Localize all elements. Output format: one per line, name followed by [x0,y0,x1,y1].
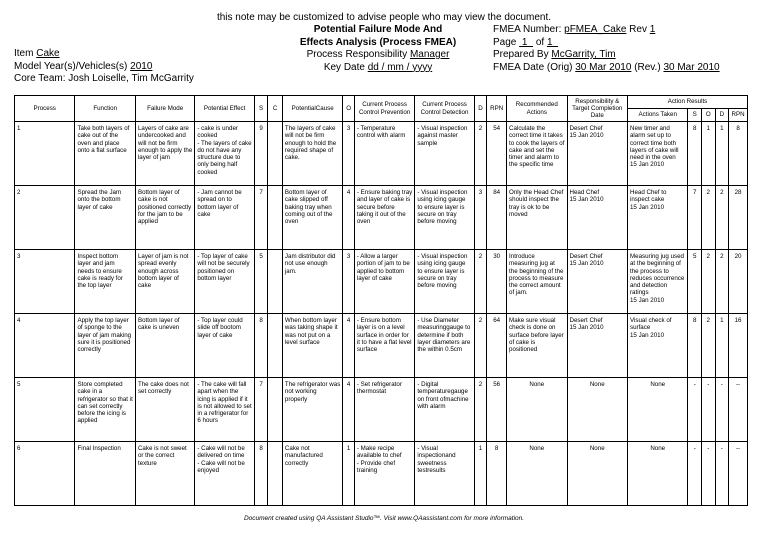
table-row [15,250,748,314]
header-d: D [474,96,487,122]
prepared-by-line: Prepared By McGarrity, Tim [493,49,616,60]
cell-prevention: - Set refrigerator thermostat [354,378,414,442]
cell-cause: The layers of cake will not be firm enough to hold the required shape of cake. [282,122,342,186]
cell-cause: Bottom layer of cake slipped off baking tray when coming out of the oven [282,186,342,250]
header-control-detection: Current Process Control Detection [415,96,474,122]
cell-result-s: 8 [688,122,702,186]
cell-recommended: Make sure visual check is done on surface before layer of cake is positioned [507,314,567,378]
cell-d: 3 [474,186,487,250]
cell-failure-mode: The cake does not set correctly [135,378,194,442]
cell-prevention: - Temperature control with alarm [354,122,414,186]
table-row [15,442,748,506]
process-responsibility-value: Manager [409,49,450,60]
cell-function: Store completed cake in a refrigerator so that it can set correctly before the icing is applied [75,378,135,442]
cell-process: 2 [15,186,75,250]
cell-result-o: 2 [702,314,716,378]
key-date-value: dd / mm / yyyy [367,61,433,73]
page-value: 1 [521,36,528,48]
fmea-date-orig: 30 Mar 2010 [575,61,632,73]
cell-actions-taken: Measuring jug used at the beginning of the process to reduces occurrence and detection ratings 15 Jan 2010 [627,250,687,314]
cell-failure-mode: Layer of jam is not spread evenly enough across bottom layer of cake [135,250,194,314]
cell-result-o: 1 [702,122,716,186]
cell-responsibility: Desert Chef 15 Jan 2010 [567,314,627,378]
title-line-1: Potential Failure Mode And [313,24,443,35]
cell-o: 3 [343,250,354,314]
cell-function: Take both layers of cake out of the oven and place onto a flat surface [75,122,135,186]
cell-result-rpn: 20 [729,250,748,314]
header-control-prevention: Current Process Control Prevention [354,96,414,122]
cell-recommended: Only the Head Chef should inspect the tray is ok to be moved [507,186,567,250]
document-title [283,24,473,74]
cell-result-d: - [715,378,729,442]
cell-actions-taken: Head Chef to inspect cake 15 Jan 2010 [627,186,687,250]
fmea-number-line: FMEA Number: pFMEA_Cake Rev 1 [493,24,656,35]
cell-cause: Jam distributor did not use enough jam. [282,250,342,314]
process-responsibility: Process Responsibility Manager [306,49,450,60]
cell-result-o: - [702,378,716,442]
cell-d: 1 [474,442,487,506]
cell-s: 7 [254,186,268,250]
cell-c [268,186,283,250]
cell-result-rpn: -- [729,378,748,442]
header-function: Function [75,96,135,122]
cell-prevention: - Allow a larger portion of jam to be applied to bottom layer of cake [354,250,414,314]
cell-actions-taken: New timer and alarm set up to correct time both layers of cake will need in the oven 15 Jan 2010 [627,122,687,186]
cell-rpn: 54 [487,122,507,186]
cell-rpn: 64 [487,314,507,378]
rev-value: 1 [649,24,656,35]
cell-result-s: - [688,442,702,506]
cell-detection: - Use Diameter measuringgauge to determine if both layer diameters are the within 0.5cm [415,314,474,378]
title-line-2: Effects Analysis (Process FMEA) [299,36,457,48]
cell-c [268,378,283,442]
header-potential-cause: PotentialCause [282,96,342,122]
cell-rpn: 84 [487,186,507,250]
cell-actions-taken: None [627,378,687,442]
cell-o: 3 [343,122,354,186]
cell-result-o: 2 [702,250,716,314]
cell-rpn: 8 [487,442,507,506]
cell-s: 9 [254,122,268,186]
header-c: C [268,96,283,122]
cell-responsibility: None [567,378,627,442]
cell-c [268,122,283,186]
cell-result-rpn: 16 [729,314,748,378]
of-value: 1 [546,36,553,48]
cell-actions-taken: Visual check of surface 15 Jan 2010 [627,314,687,378]
header-rpn: RPN [487,96,507,122]
cell-responsibility: Desert Chef 15 Jan 2010 [567,250,627,314]
cell-effect: - cake is under cooked - The layers of cake do not have any structure due to only being half cooked [195,122,254,186]
cell-result-o: 2 [702,186,716,250]
cell-recommended: None [507,378,567,442]
model-line: Model Year(s)/Vehicles(s) 2010 [14,60,153,72]
cell-effect: - The cake will fall apart when the icing is applied if it is not allowed to set in a refrigerator for 6 hours [195,378,254,442]
fmea-date-rev: 30 Mar 2010 [663,61,720,73]
cell-result-s: 7 [688,186,702,250]
cell-failure-mode: Layers of cake are undercooked and will not be firm enough to apply the layer of jam [135,122,194,186]
cell-o: 4 [343,378,354,442]
cell-process: 1 [15,122,75,186]
item-info [14,48,194,86]
header-result-o: O [702,109,716,122]
cell-function: Inspect bottom layer and jam needs to ensure cake is ready for the top layer [75,250,135,314]
page-line: Page 1 of 1 [493,37,720,50]
cell-o: 4 [343,186,354,250]
cell-result-rpn: -- [729,442,748,506]
cell-effect: - Cake will not be delivered on time - Cake will not be enjoyed [195,442,254,506]
core-team: Core Team: Josh Loiselle, Tim McGarrity [14,73,194,84]
header-note: this note may be customized to advise people who may view the document. [216,12,552,23]
fmea-number-value: pFMEA_Cake [564,24,627,35]
cell-responsibility: Desert Chef 15 Jan 2010 [567,122,627,186]
cell-effect: - Jam cannot be spread on to bottom layer of cake [195,186,254,250]
header-potential-effect: Potential Effect [195,96,254,122]
cell-o: 1 [343,442,354,506]
cell-d: 2 [474,250,487,314]
cell-d: 2 [474,378,487,442]
cell-s: 7 [254,378,268,442]
cell-cause: Cake not manufactured correctly [282,442,342,506]
cell-function: Spread the Jam onto the bottom layer of cake [75,186,135,250]
model-value: 2010 [130,60,153,72]
table-row [15,378,748,442]
cell-result-s: - [688,378,702,442]
item-value: Cake [36,48,60,59]
header-result-rpn: RPN [729,109,748,122]
cell-s: 5 [254,250,268,314]
table-row [15,122,748,186]
cell-function: Apply the top layer of sponge to the layer of jam making sure it is positioned correctly [75,314,135,378]
cell-recommended: Calculate the correct time it takes to cook the layers of cake and set the timer and alarm to the specific time [507,122,567,186]
cell-process: 6 [15,442,75,506]
item-line: Item Cake [14,48,60,59]
cell-failure-mode: Bottom layer of cake is uneven [135,314,194,378]
header-action-results: Action Results [627,96,747,109]
cell-cause: The refrigerator was not working properly [282,378,342,442]
cell-c [268,442,283,506]
cell-result-d: 2 [715,250,729,314]
fmea-meta [493,24,720,74]
table-row [15,314,748,378]
cell-responsibility: Head Chef 15 Jan 2010 [567,186,627,250]
cell-detection: - Visual inspection against master sample [415,122,474,186]
cell-c [268,250,283,314]
header-failure-mode: Failure Mode [135,96,194,122]
cell-detection: - Visual inspectionand sweetness testresults [415,442,474,506]
cell-c [268,314,283,378]
cell-result-rpn: 28 [729,186,748,250]
key-date: Key Date dd / mm / yyyy [323,61,433,73]
header-result-s: S [688,109,702,122]
cell-prevention: - Make recipe available to chef - Provide chef training [354,442,414,506]
cell-effect: - Top layer of cake will not be securely positioned on bottom layer [195,250,254,314]
cell-detection: - Visual inspection using icing gauge to ensure layer is secure on tray before moving [415,186,474,250]
header-process: Process [15,96,75,122]
cell-result-d: 1 [715,122,729,186]
cell-detection: - Digital temperaturegauge on front ofmachine with alarm [415,378,474,442]
cell-prevention: - Ensure bottom layer is on a level surface in order for it to have a flat level surface [354,314,414,378]
cell-prevention: - Ensure baking tray and layer of cake is secure before taking it out of the oven [354,186,414,250]
cell-result-rpn: 8 [729,122,748,186]
cell-d: 2 [474,314,487,378]
cell-actions-taken: None [627,442,687,506]
header-s: S [254,96,268,122]
cell-responsibility: None [567,442,627,506]
header-o: O [343,96,354,122]
fmea-date-line: FMEA Date (Orig) 30 Mar 2010 (Rev.) 30 Mar 2010 [493,61,720,73]
cell-function: Final Inspection [75,442,135,506]
header-result-d: D [715,109,729,122]
cell-result-d: 1 [715,314,729,378]
cell-result-d: - [715,442,729,506]
header-responsibility: Responsibility & Target Completion Date [567,96,627,122]
cell-s: 8 [254,442,268,506]
cell-rpn: 56 [487,378,507,442]
header-row [15,96,748,109]
header-actions-taken: Actions Taken [627,109,687,122]
cell-s: 8 [254,314,268,378]
cell-o: 4 [343,314,354,378]
cell-process: 3 [15,250,75,314]
prepared-by-value: McGarrity, Tim [551,49,616,60]
header-recommended-actions: Recommended Actions [507,96,567,122]
footer-note: Document created using QA Assistant Studio™. Visit www.QAassistant.com for more information. [243,515,525,522]
cell-failure-mode: Cake is not sweet or the correct texture [135,442,194,506]
cell-recommended: None [507,442,567,506]
cell-process: 4 [15,314,75,378]
table-row [15,186,748,250]
cell-failure-mode: Bottom layer of cake is not positioned correctly for the jam to be applied [135,186,194,250]
cell-detection: - Visual inspection using icing gauge to ensure layer is secure on tray before moving [415,250,474,314]
cell-rpn: 30 [487,250,507,314]
cell-result-d: 2 [715,186,729,250]
fmea-table [14,95,748,506]
cell-cause: When bottom layer was taking shape it was not put on a level surface [282,314,342,378]
cell-process: 5 [15,378,75,442]
cell-effect: - Top layer could slide off bootom layer of cake [195,314,254,378]
cell-result-o: - [702,442,716,506]
cell-result-s: 8 [688,314,702,378]
cell-result-s: 5 [688,250,702,314]
cell-d: 2 [474,122,487,186]
cell-recommended: Introduce measuring jug at the beginning of the process to measure the correct amount of jam. [507,250,567,314]
